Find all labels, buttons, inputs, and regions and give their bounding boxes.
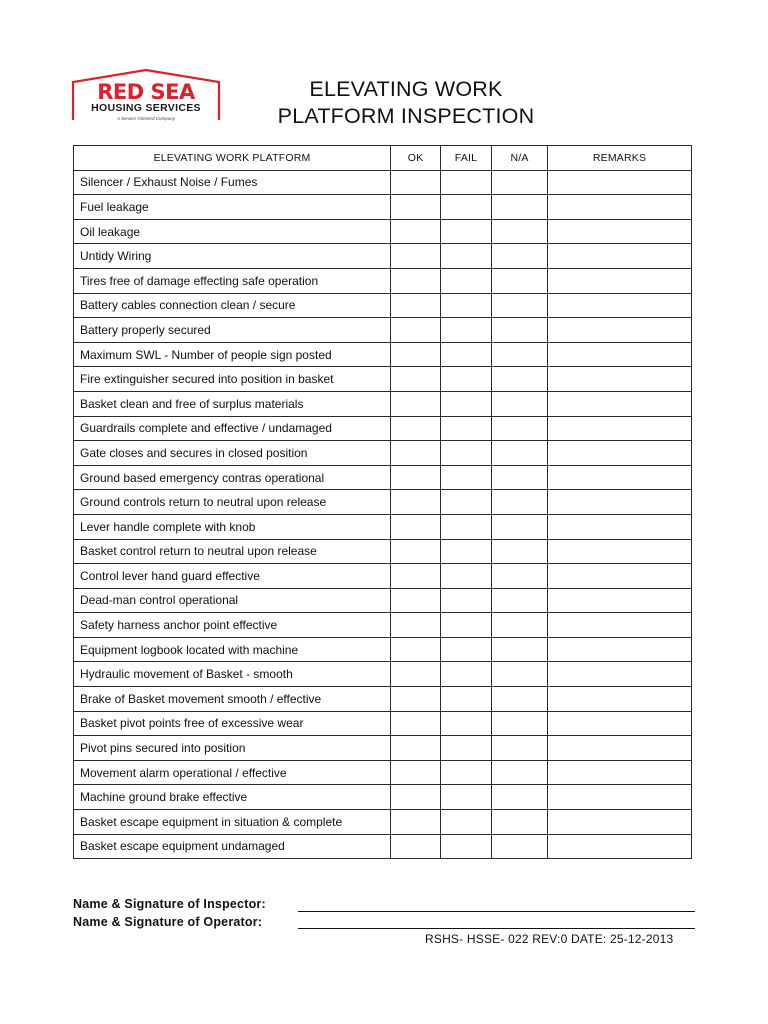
fail-cell[interactable] <box>441 391 492 416</box>
form-title-line-2: PLATFORM INSPECTION <box>277 104 535 128</box>
ok-cell[interactable] <box>391 736 441 761</box>
table-row <box>74 736 692 761</box>
na-cell[interactable] <box>492 637 548 662</box>
fail-cell[interactable] <box>441 465 492 490</box>
remarks-cell[interactable] <box>548 293 692 318</box>
company-logo <box>70 68 222 124</box>
na-cell[interactable] <box>492 514 548 539</box>
ok-cell[interactable] <box>391 219 441 244</box>
fail-cell[interactable] <box>441 588 492 613</box>
logo-tagline: A Service Oriented Company <box>116 116 176 121</box>
na-cell[interactable] <box>492 244 548 269</box>
checklist-item-label: Movement alarm operational / effective <box>74 760 391 785</box>
remarks-cell[interactable] <box>548 244 692 269</box>
ok-cell[interactable] <box>391 367 441 392</box>
table-row <box>74 687 692 712</box>
na-cell[interactable] <box>492 342 548 367</box>
remarks-cell[interactable] <box>548 416 692 441</box>
na-cell[interactable] <box>492 687 548 712</box>
ok-cell[interactable] <box>391 785 441 810</box>
inspector-signature-label: Name & Signature of Inspector: <box>73 897 266 911</box>
na-cell[interactable] <box>492 391 548 416</box>
checklist-item-label: Gate closes and secures in closed position <box>74 441 391 466</box>
checklist-item-label: Hydraulic movement of Basket - smooth <box>74 662 391 687</box>
ok-cell[interactable] <box>391 760 441 785</box>
checklist-item-label: Fire extinguisher secured into position in basket <box>74 367 391 392</box>
remarks-cell[interactable] <box>548 219 692 244</box>
checklist-item-label: Pivot pins secured into position <box>74 736 391 761</box>
fail-cell[interactable] <box>441 367 492 392</box>
ok-cell[interactable] <box>391 662 441 687</box>
remarks-cell[interactable] <box>548 834 692 859</box>
checklist-item-label: Guardrails complete and effective / undamaged <box>74 416 391 441</box>
ok-cell[interactable] <box>391 441 441 466</box>
na-cell[interactable] <box>492 785 548 810</box>
table-row <box>74 588 692 613</box>
table-row <box>74 637 692 662</box>
remarks-cell[interactable] <box>548 588 692 613</box>
ok-cell[interactable] <box>391 342 441 367</box>
ok-cell[interactable] <box>391 195 441 220</box>
checklist-item-label: Machine ground brake effective <box>74 785 391 810</box>
fail-cell[interactable] <box>441 834 492 859</box>
logo-subtitle: HOUSING SERVICES <box>91 102 201 114</box>
na-cell[interactable] <box>492 588 548 613</box>
table-header-row <box>74 146 692 171</box>
remarks-cell[interactable] <box>548 539 692 564</box>
checklist-item-label: Basket control return to neutral upon release <box>74 539 391 564</box>
na-cell[interactable] <box>492 834 548 859</box>
operator-signature-field[interactable] <box>298 928 695 929</box>
header-item: ELEVATING WORK PLATFORM <box>74 146 391 171</box>
remarks-cell[interactable] <box>548 711 692 736</box>
logo-brand-name: RED SEA <box>97 80 195 104</box>
na-cell[interactable] <box>492 170 548 195</box>
na-cell[interactable] <box>492 539 548 564</box>
fail-cell[interactable] <box>441 785 492 810</box>
remarks-cell[interactable] <box>548 367 692 392</box>
fail-cell[interactable] <box>441 662 492 687</box>
checklist-item-label: Basket clean and free of surplus materials <box>74 391 391 416</box>
fail-cell[interactable] <box>441 514 492 539</box>
fail-cell[interactable] <box>441 342 492 367</box>
ok-cell[interactable] <box>391 465 441 490</box>
document-reference: RSHS- HSSE- 022 REV:0 DATE: 25-12-2013 <box>425 932 674 946</box>
fail-cell[interactable] <box>441 416 492 441</box>
ok-cell[interactable] <box>391 810 441 835</box>
na-cell[interactable] <box>492 465 548 490</box>
ok-cell[interactable] <box>391 613 441 638</box>
checklist-item-label: Basket escape equipment undamaged <box>74 834 391 859</box>
table-row <box>74 342 692 367</box>
checklist-item-label: Battery properly secured <box>74 318 391 343</box>
fail-cell[interactable] <box>441 711 492 736</box>
remarks-cell[interactable] <box>548 760 692 785</box>
checklist-item-label: Maximum SWL - Number of people sign posted <box>74 342 391 367</box>
remarks-cell[interactable] <box>548 514 692 539</box>
table-row <box>74 662 692 687</box>
table-row <box>74 219 692 244</box>
na-cell[interactable] <box>492 613 548 638</box>
remarks-cell[interactable] <box>548 736 692 761</box>
fail-cell[interactable] <box>441 490 492 515</box>
table-row <box>74 244 692 269</box>
table-row <box>74 195 692 220</box>
fail-cell[interactable] <box>441 318 492 343</box>
checklist-item-label: Ground based emergency contras operational <box>74 465 391 490</box>
fail-cell[interactable] <box>441 736 492 761</box>
table-row <box>74 367 692 392</box>
ok-cell[interactable] <box>391 834 441 859</box>
ok-cell[interactable] <box>391 244 441 269</box>
ok-cell[interactable] <box>391 637 441 662</box>
checklist-item-label: Untidy Wiring <box>74 244 391 269</box>
checklist-item-label: Battery cables connection clean / secure <box>74 293 391 318</box>
table-row <box>74 170 692 195</box>
na-cell[interactable] <box>492 490 548 515</box>
fail-cell[interactable] <box>441 170 492 195</box>
remarks-cell[interactable] <box>548 810 692 835</box>
fail-cell[interactable] <box>441 539 492 564</box>
table-row <box>74 711 692 736</box>
fail-cell[interactable] <box>441 219 492 244</box>
table-row <box>74 318 692 343</box>
na-cell[interactable] <box>492 318 548 343</box>
remarks-cell[interactable] <box>548 662 692 687</box>
table-row <box>74 834 692 859</box>
ok-cell[interactable] <box>391 318 441 343</box>
fail-cell[interactable] <box>441 687 492 712</box>
checklist-body <box>74 170 692 859</box>
na-cell[interactable] <box>492 810 548 835</box>
na-cell[interactable] <box>492 416 548 441</box>
checklist-item-label: Oil leakage <box>74 219 391 244</box>
checklist-item-label: Ground controls return to neutral upon release <box>74 490 391 515</box>
fail-cell[interactable] <box>441 244 492 269</box>
na-cell[interactable] <box>492 760 548 785</box>
na-cell[interactable] <box>492 293 548 318</box>
remarks-cell[interactable] <box>548 465 692 490</box>
table-row <box>74 564 692 589</box>
ok-cell[interactable] <box>391 293 441 318</box>
na-cell[interactable] <box>492 441 548 466</box>
table-row <box>74 539 692 564</box>
fail-cell[interactable] <box>441 760 492 785</box>
checklist-item-label: Dead-man control operational <box>74 588 391 613</box>
ok-cell[interactable] <box>391 391 441 416</box>
header-fail: FAIL <box>441 146 492 171</box>
checklist-item-label: Control lever hand guard effective <box>74 564 391 589</box>
ok-cell[interactable] <box>391 539 441 564</box>
table-row <box>74 490 692 515</box>
inspection-checklist-table <box>73 145 692 859</box>
checklist-item-label: Tires free of damage effecting safe operation <box>74 268 391 293</box>
ok-cell[interactable] <box>391 588 441 613</box>
form-title-line-1: ELEVATING WORK <box>309 77 503 101</box>
form-title <box>230 76 582 130</box>
table-row <box>74 810 692 835</box>
table-row <box>74 293 692 318</box>
checklist-item-label: Safety harness anchor point effective <box>74 613 391 638</box>
ok-cell[interactable] <box>391 490 441 515</box>
na-cell[interactable] <box>492 662 548 687</box>
fail-cell[interactable] <box>441 637 492 662</box>
na-cell[interactable] <box>492 736 548 761</box>
header-remarks: REMARKS <box>548 146 692 171</box>
na-cell[interactable] <box>492 367 548 392</box>
fail-cell[interactable] <box>441 810 492 835</box>
checklist-item-label: Lever handle complete with knob <box>74 514 391 539</box>
na-cell[interactable] <box>492 268 548 293</box>
remarks-cell[interactable] <box>548 637 692 662</box>
remarks-cell[interactable] <box>548 342 692 367</box>
na-cell[interactable] <box>492 195 548 220</box>
remarks-cell[interactable] <box>548 170 692 195</box>
remarks-cell[interactable] <box>548 785 692 810</box>
fail-cell[interactable] <box>441 293 492 318</box>
remarks-cell[interactable] <box>548 613 692 638</box>
ok-cell[interactable] <box>391 514 441 539</box>
checklist-item-label: Equipment logbook located with machine <box>74 637 391 662</box>
remarks-cell[interactable] <box>548 318 692 343</box>
ok-cell[interactable] <box>391 564 441 589</box>
remarks-cell[interactable] <box>548 687 692 712</box>
ok-cell[interactable] <box>391 687 441 712</box>
remarks-cell[interactable] <box>548 268 692 293</box>
checklist-item-label: Basket escape equipment in situation & complete <box>74 810 391 835</box>
table-row <box>74 514 692 539</box>
checklist-item-label: Basket pivot points free of excessive wear <box>74 711 391 736</box>
remarks-cell[interactable] <box>548 490 692 515</box>
ok-cell[interactable] <box>391 268 441 293</box>
operator-signature-label: Name & Signature of Operator: <box>73 915 263 929</box>
fail-cell[interactable] <box>441 268 492 293</box>
ok-cell[interactable] <box>391 711 441 736</box>
remarks-cell[interactable] <box>548 195 692 220</box>
na-cell[interactable] <box>492 219 548 244</box>
fail-cell[interactable] <box>441 195 492 220</box>
table-row <box>74 613 692 638</box>
ok-cell[interactable] <box>391 416 441 441</box>
remarks-cell[interactable] <box>548 564 692 589</box>
na-cell[interactable] <box>492 711 548 736</box>
fail-cell[interactable] <box>441 441 492 466</box>
remarks-cell[interactable] <box>548 441 692 466</box>
table-row <box>74 465 692 490</box>
table-row <box>74 785 692 810</box>
table-row <box>74 760 692 785</box>
table-row <box>74 268 692 293</box>
inspector-signature-field[interactable] <box>298 911 695 912</box>
checklist-item-label: Brake of Basket movement smooth / effective <box>74 687 391 712</box>
table-row <box>74 441 692 466</box>
ok-cell[interactable] <box>391 170 441 195</box>
remarks-cell[interactable] <box>548 391 692 416</box>
table-row <box>74 416 692 441</box>
fail-cell[interactable] <box>441 613 492 638</box>
fail-cell[interactable] <box>441 564 492 589</box>
checklist-item-label: Fuel leakage <box>74 195 391 220</box>
na-cell[interactable] <box>492 564 548 589</box>
header-na: N/A <box>492 146 548 171</box>
table-row <box>74 391 692 416</box>
checklist-item-label: Silencer / Exhaust Noise / Fumes <box>74 170 391 195</box>
header-ok: OK <box>391 146 441 171</box>
